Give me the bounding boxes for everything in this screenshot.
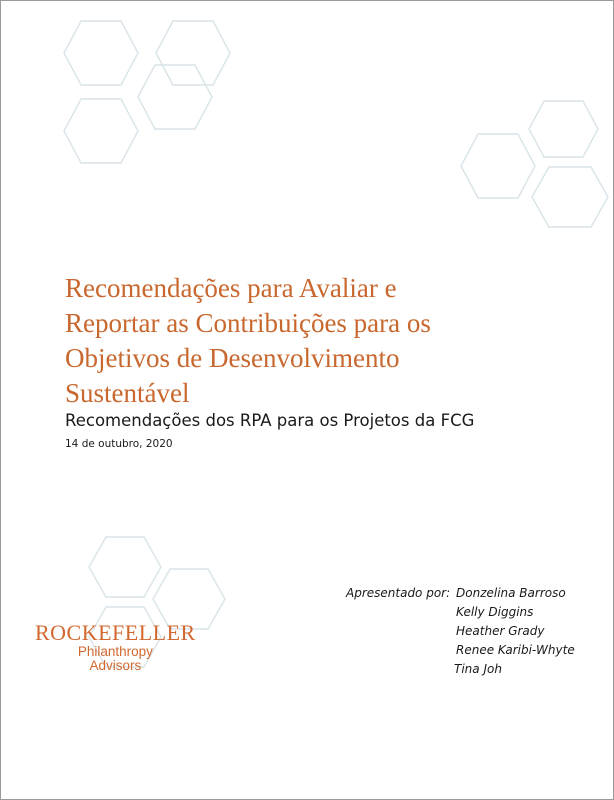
hexagon-shape <box>64 99 138 163</box>
hexagon-shape <box>461 134 535 198</box>
rockefeller-logo <box>35 621 196 673</box>
hexagon-shape <box>138 65 212 129</box>
presenter-name: Donzelina Barroso <box>456 586 566 600</box>
title-line-2: Reportar as Contribuições para os <box>65 308 431 338</box>
presenter-name: Heather Grady <box>456 624 545 638</box>
logo-line-advisors: Advisors <box>89 658 142 673</box>
hexagon-shape <box>89 537 161 597</box>
document-title <box>65 271 565 411</box>
hexagon-shape <box>532 167 608 227</box>
hexagon-shape <box>529 101 598 157</box>
document-subtitle: Recomendações dos RPA para os Projetos da FCG <box>65 411 475 430</box>
logo-line-philanthropy: Philanthropy <box>77 644 153 659</box>
logo-brand: ROCKEFELLER <box>35 620 196 645</box>
title-line-4: Sustentável <box>65 378 190 408</box>
presenter-name: Kelly Diggins <box>456 605 534 619</box>
title-line-1: Recomendações para Avaliar e <box>65 273 397 303</box>
presenter-name: Tina Joh <box>454 662 502 676</box>
hexagon-shape <box>156 21 230 85</box>
presented-by-label: Apresentado por: <box>346 586 451 600</box>
title-line-3: Objetivos de Desenvolvimento <box>65 343 400 373</box>
presenter-name: Renee Karibi-Whyte <box>456 643 575 657</box>
document-date: 14 de outubro, 2020 <box>65 438 173 450</box>
hexagon-shape <box>64 21 138 85</box>
